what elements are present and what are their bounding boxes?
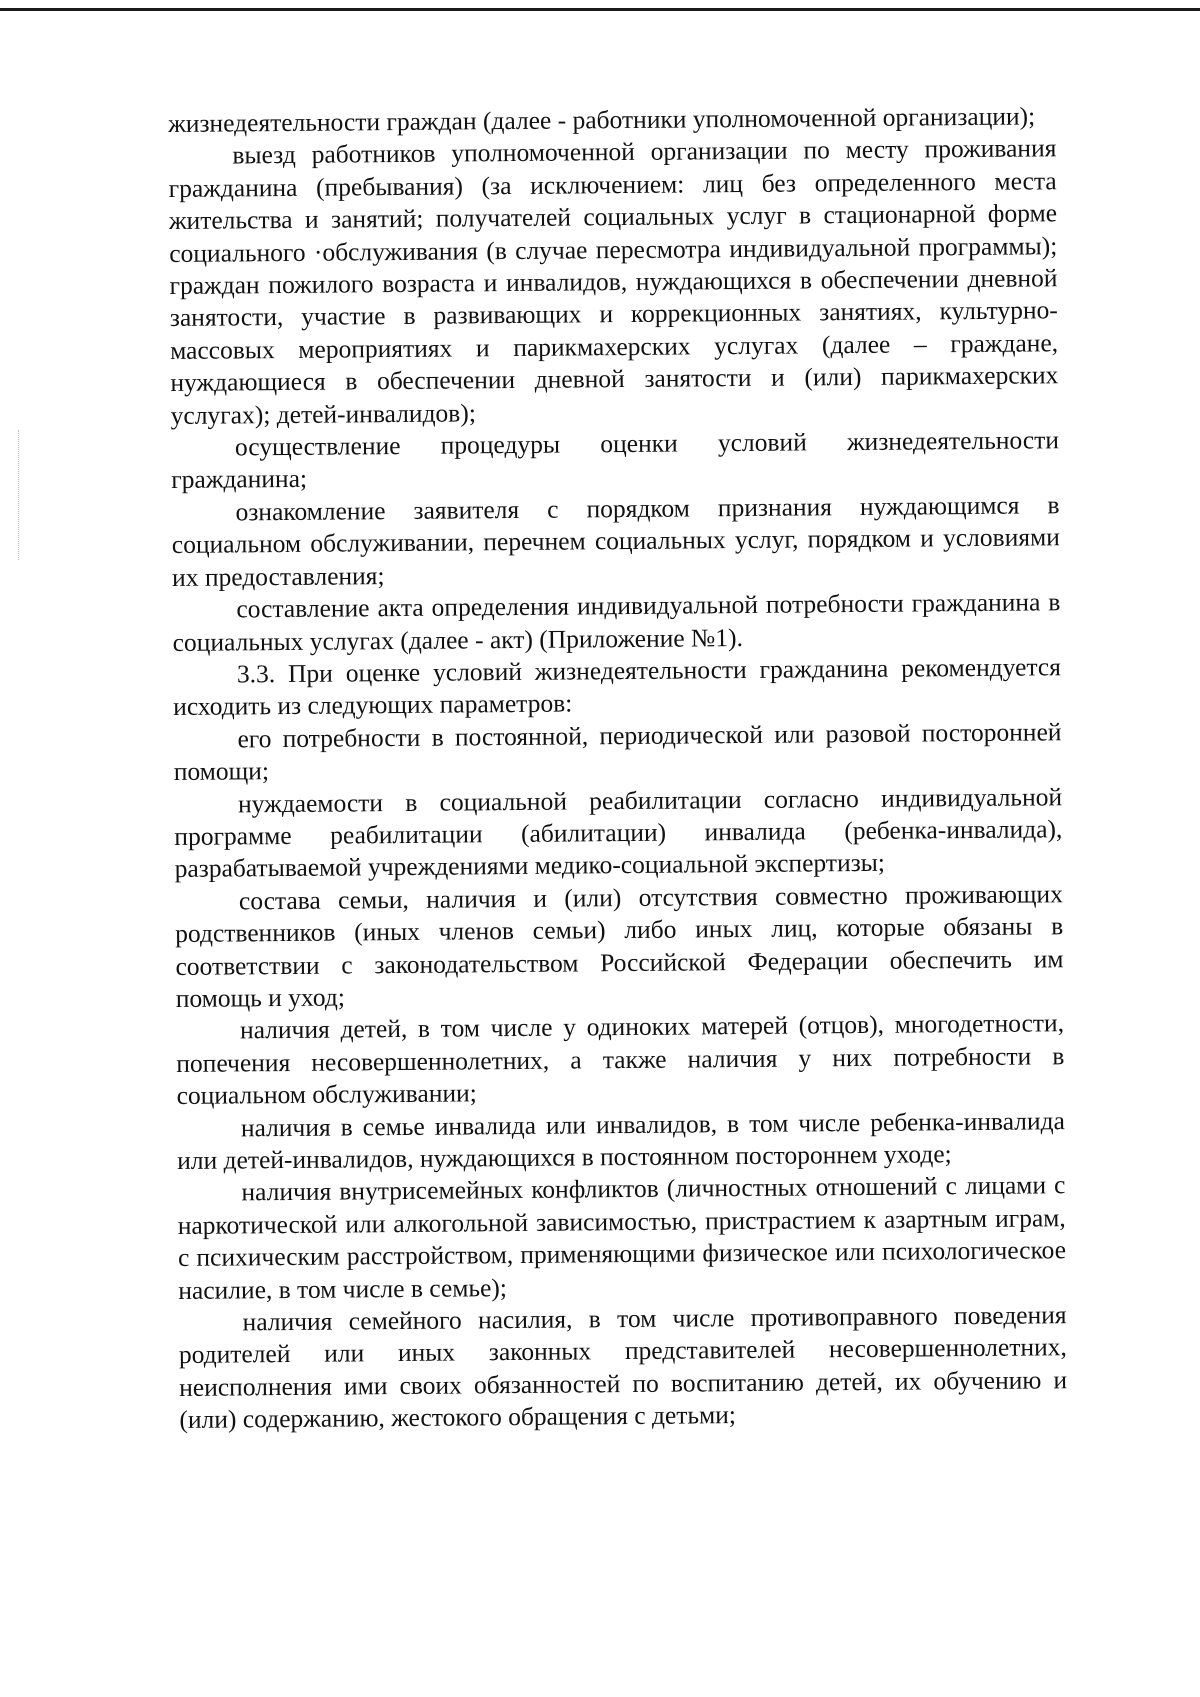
paragraph-domestic-violence: наличия семейного насилия, в том числе противоправного поведения родителей или иных законных представителей несовершеннолетних, неисполнения ими своих обязанностей по воспитанию детей, их обучению и (или) содержанию, жестокого обращения с детьми; [178, 1300, 1068, 1435]
paragraph-outside-help: его потребности в постоянной, периодической или разовой посторонней помощи; [173, 716, 1062, 787]
paragraph-assessment-procedure: осуществление процедуры оценки условий жизнедеятельности гражданина; [171, 425, 1060, 495]
paragraph-children: наличия детей, в том числе у одиноких матерей (отцов), многодетности, попечения несовершеннолетних, а также наличия у них потребности в социальном обслуживании; [176, 1008, 1065, 1111]
paragraph-section-3-3: 3.3. При оценке условий жизнедеятельности гражданина рекомендуется исходить из следующих параметров: [173, 652, 1062, 722]
paragraph-familiarization: ознакомление заявителя с порядком признания нуждающимся в социальном обслуживании, перечнем социальных услуг, порядком и условиями их предоставления; [171, 490, 1060, 592]
paragraph-rehabilitation: нуждаемости в социальной реабилитации согласно индивидуальной программе реабилитации (абилитации) инвалида (ребенка-инвалида), разрабатываемой учреждениями медико-социальной экспертизы; [174, 781, 1063, 884]
scan-margin-specks [18, 430, 20, 560]
scan-top-edge [0, 8, 1200, 11]
paragraph-field-visit: выезд работников уполномоченной организации по месту проживания гражданина (пребывания) (за исключением: лиц без определенного места жительства и занятий; получателей социальных услуг в стационарной форме социального ·обслуживания (в случае пересмотра индивидуальной программы); граждан пожилого возраста и инвалидов, нуждающихся в обеспечении дневной занятости, участие в развивающих и коррекционных занятиях, культурно-массовых мероприятиях и парикмахерских услугах (далее – граждане, нуждающиеся в обеспечении дневной занятости и (или) парикмахерских услугах); детей-инвалидов); [168, 133, 1059, 430]
paragraph-disabled-family-members: наличия в семье инвалида или инвалидов, в том числе ребенка-инвалида или детей-инвалидов, нуждающихся в постоянном постороннем уходе; [177, 1105, 1065, 1175]
paragraph-continuation: жизнедеятельности граждан (далее - работники уполномоченной организации); [168, 101, 1036, 138]
document-page [168, 100, 1068, 1436]
paragraph-act-preparation: составление акта определения индивидуальной потребности гражданина в социальных услугах (далее - акт) (Приложение №1). [172, 587, 1061, 657]
paragraph-family-conflicts: наличия внутрисемейных конфликтов (личностных отношений с лицами с наркотической или алкогольной зависимостью, пристрастием к азартным играм, с психическим расстройством, применяющими физическое или психологическое насилие, в том числе в семье); [177, 1170, 1067, 1305]
paragraph-family-composition: состава семьи, наличия и (или) отсутствия совместно проживающих родственников (иных членов семьи) либо иных лиц, которые обязаны в соответствии с законодательством Российской Федерации обеспечить им помощь и уход; [175, 878, 1064, 1013]
